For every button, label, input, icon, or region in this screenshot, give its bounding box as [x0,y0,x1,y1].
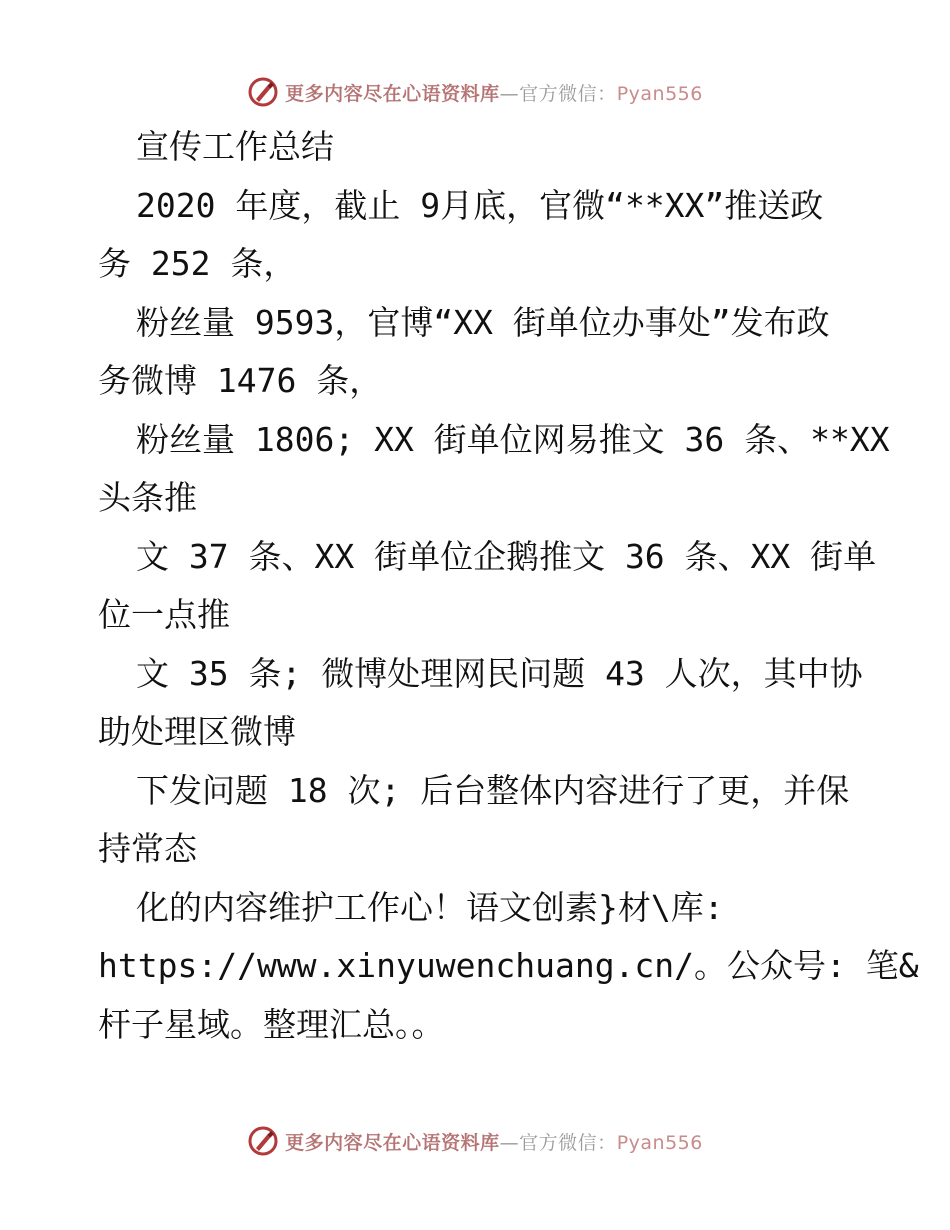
paragraph-line: 杆子星域。整理汇总。。 [98,1004,445,1044]
paragraph-line: 助处理区微博 [98,712,296,751]
watermark-wechat-id: Pyan556 [616,1131,703,1154]
document-title: 宣传工作总结 [136,127,334,166]
paragraph-line: 2020 年度，截止 9月底，官微“**XX”推送政 [136,185,824,225]
footer-watermark [0,1121,950,1161]
watermark-title: 更多内容尽在心语资料库 [285,1131,500,1154]
document-body [98,118,919,1054]
watermark-text [285,1128,703,1155]
paragraph-line: 持常态 [98,829,197,868]
paragraph-line: 化的内容维护工作心！语文创素}材\库: [136,887,724,927]
pen-logo-icon [247,1125,279,1157]
watermark-separator: — [499,1131,520,1154]
paragraph-line: 文 35 条; 微博处理网民问题 43 人次，其中协 [136,653,863,693]
watermark-separator: — [499,82,520,105]
paragraph-line: 务微博 1476 条， [98,361,383,400]
paragraph-line: 粉丝量 9593，官博“XX 街单位办事处”发布政 [136,302,830,342]
watermark-text [285,79,703,106]
paragraph-line: 头条推 [98,478,197,517]
paragraph-line: 务 252 条， [98,244,297,283]
watermark-official-label: 官方微信： [519,1131,617,1154]
watermark-official-label: 官方微信： [519,82,617,105]
pen-logo-icon [247,76,279,108]
paragraph-line: 下发问题 18 次; 后台整体内容进行了更，并保 [136,770,850,810]
paragraph-line: 文 37 条、XX 街单位企鹅推文 36 条、XX 街单 [136,536,877,576]
watermark-title: 更多内容尽在心语资料库 [285,82,500,105]
paragraph-line: 位一点推 [98,595,230,634]
watermark-wechat-id: Pyan556 [616,82,703,105]
header-watermark [0,72,950,112]
paragraph-line: 粉丝量 1806; XX 街单位网易推文 36 条、**XX [136,419,890,459]
paragraph-line-url: https://www.xinyuwenchuang.cn/。公众号: 笔& [98,946,919,985]
